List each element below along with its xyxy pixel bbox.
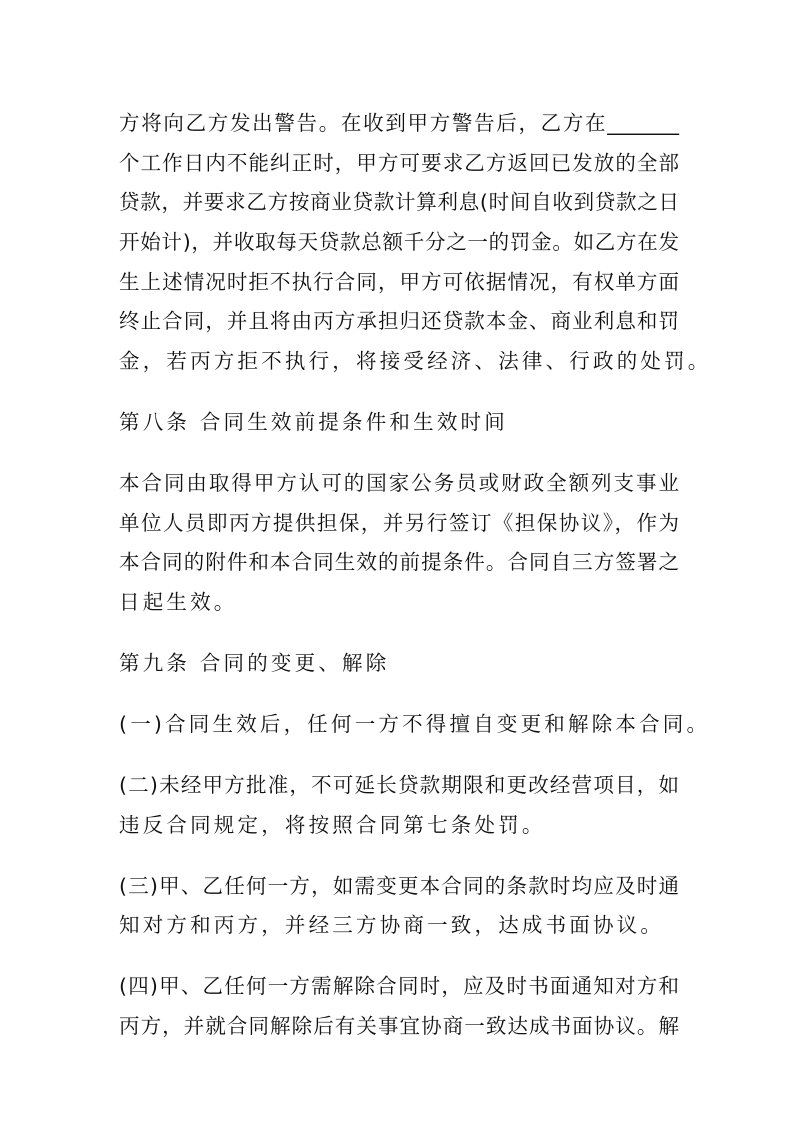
paragraph-line: 方将向乙方发出警告。在收到甲方警告后，乙方在_______ [119,111,679,135]
paragraph-line: 知对方和丙方，并经三方协商一致，达成书面协议。 [119,913,665,937]
clause-3: (三)甲、乙任何一方，如需变更本合同的条款时均应及时通 [119,874,679,898]
clause-2: (二)未经甲方批准，不可延长贷款期限和更改经营项目，如 [119,773,679,797]
clause-1: (一)合同生效后，任何一方不得擅自变更和解除本合同。 [119,712,711,736]
clause-4: (四)甲、乙任何一方需解除合同时，应及时书面通知对方和 [119,974,679,998]
paragraph-line: 丙方，并就合同解除后有关事宜协商一致达成书面协议。解 [119,1014,679,1038]
paragraph-line: 违反合同规定，将按照合同第七条处罚。 [119,813,546,837]
section-heading-article-9: 第九条 合同的变更、解除 [119,651,390,675]
paragraph-line: 日起生效。 [119,590,238,614]
paragraph-line: 金，若丙方拒不执行，将接受经济、法律、行政的处罚。 [119,349,712,373]
paragraph-line: 开始计)，并收取每天贷款总额千分之一的罚金。如乙方在发 [119,230,679,254]
paragraph-line: 贷款，并要求乙方按商业贷款计算利息(时间自收到贷款之日 [119,190,679,214]
paragraph-line: 终止合同，并且将由丙方承担归还贷款本金、商业利息和罚 [119,309,679,333]
paragraph-line: 个工作日内不能纠正时，甲方可要求乙方返回已发放的全部 [119,151,679,175]
paragraph-line: 单位人员即丙方提供担保，并另行签订《担保协议》，作为 [119,511,679,535]
paragraph-line: 本合同由取得甲方认可的国家公务员或财政全额列支事业 [119,471,679,495]
paragraph-line: 生上述情况时拒不执行合同，甲方可依据情况，有权单方面 [119,270,679,294]
section-heading-article-8: 第八条 合同生效前提条件和生效时间 [119,410,508,434]
paragraph-line: 本合同的附件和本合同生效的前提条件。合同自三方签署之 [119,550,679,574]
